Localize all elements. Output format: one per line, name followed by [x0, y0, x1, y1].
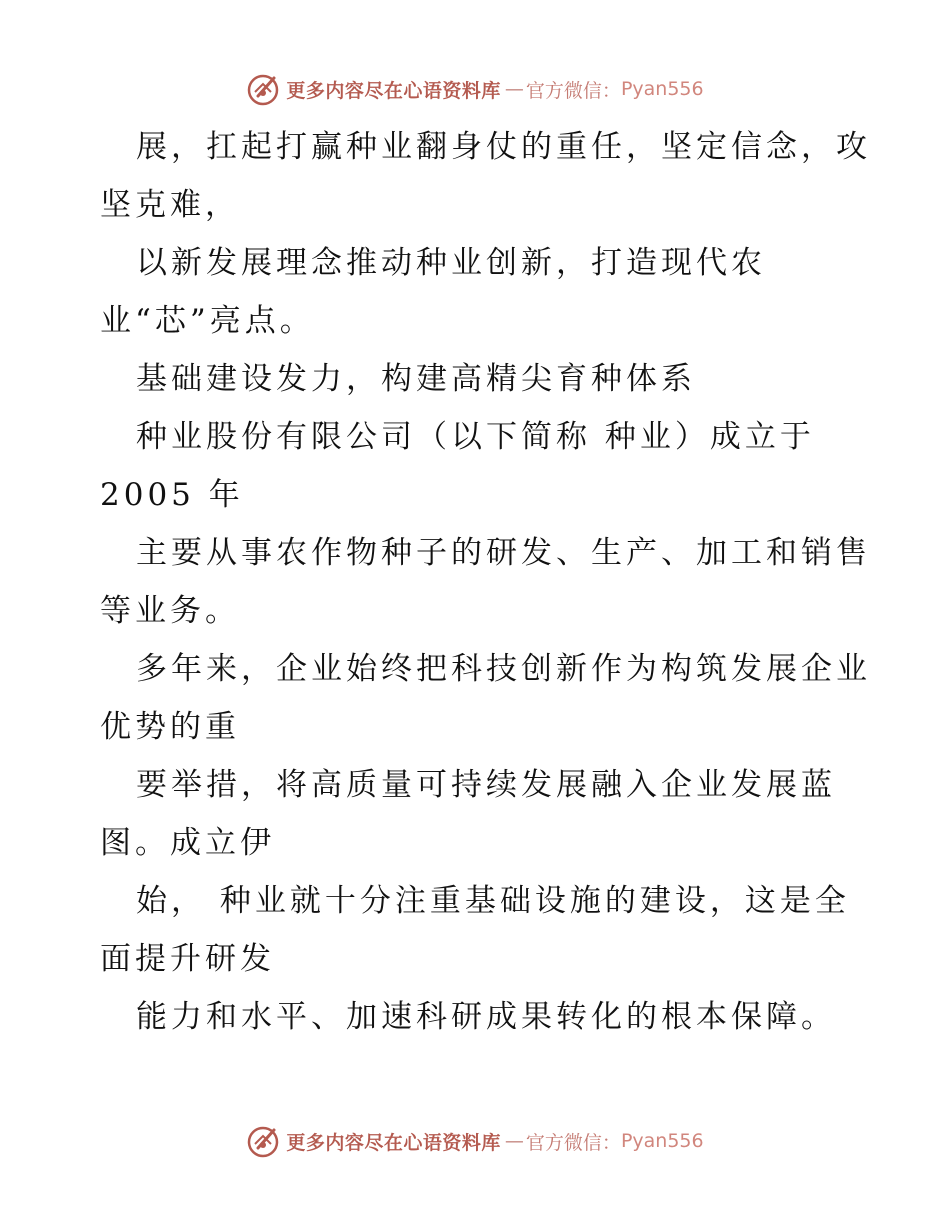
text-line-9: 等业务。: [100, 593, 240, 629]
document-body: [100, 118, 871, 1046]
header-watermark: [0, 72, 950, 106]
watermark-label: 官方微信：: [525, 1131, 621, 1154]
text-line-13: 图。成立伊: [100, 825, 275, 861]
text-line-6: 种业股份有限公司（以下简称 种业）成立于: [136, 419, 815, 455]
text-line-10: 多年来，企业始终把科技创新作为构筑发展企业: [136, 651, 871, 687]
text-line-3: 以新发展理念推动种业创新，打造现代农: [136, 245, 766, 281]
book-pen-logo-icon: [246, 72, 280, 106]
book-pen-logo-icon: [246, 1124, 280, 1158]
text-line-1: 展，扛起打赢种业翻身仗的重任，坚定信念，攻: [136, 129, 871, 165]
watermark-label: 官方微信：: [525, 79, 621, 102]
footer-watermark: [0, 1124, 950, 1158]
text-line-5: 基础建设发力，构建高精尖育种体系: [136, 361, 696, 397]
text-line-16: 能力和水平、加速科研成果转化的根本保障。: [136, 999, 836, 1035]
text-line-7: 2005 年: [100, 477, 244, 513]
text-line-15: 面提升研发: [100, 941, 275, 977]
text-line-2: 坚克难，: [100, 187, 240, 223]
text-line-11: 优势的重: [100, 709, 240, 745]
watermark-account: Pyan556: [620, 1130, 704, 1152]
watermark-text: 更多内容尽在心语资料库: [286, 1131, 501, 1154]
text-line-14: 始， 种业就十分注重基础设施的建设，这是全: [136, 883, 850, 919]
text-line-12: 要举措，将高质量可持续发展融入企业发展蓝: [136, 767, 836, 803]
watermark-text: 更多内容尽在心语资料库: [286, 79, 501, 102]
watermark-separator: —: [504, 78, 522, 100]
text-line-4: 业“芯”亮点。: [100, 303, 315, 339]
watermark-account: Pyan556: [620, 78, 704, 100]
watermark-separator: —: [504, 1130, 522, 1152]
text-line-8: 主要从事农作物种子的研发、生产、加工和销售: [136, 535, 871, 571]
